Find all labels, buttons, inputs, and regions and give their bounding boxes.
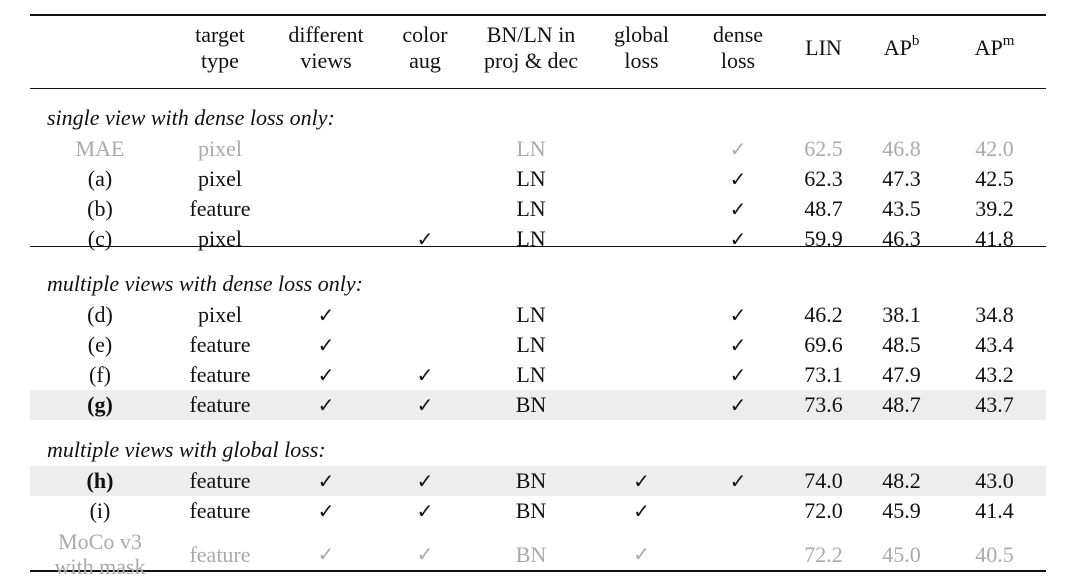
header-ap-box: $AP^b$ [883, 32, 920, 60]
cell-norm: LN [516, 332, 546, 357]
cell-target-type: pixel [198, 302, 242, 327]
cell-ap-mask: 41.4 [975, 498, 1014, 523]
cell-ap-box: 45.9 [882, 498, 921, 523]
cell-target-type: feature [189, 541, 251, 567]
cell-norm: LN [516, 362, 546, 387]
cell-global-loss [594, 194, 689, 224]
cell-different-views: ✓ [317, 303, 335, 327]
cell-target-type: pixel [198, 226, 242, 251]
spacer-cell [30, 420, 1046, 428]
table-row [30, 496, 1046, 526]
cell-color-aug: ✓ [416, 363, 434, 387]
cell-lin: 48.7 [804, 196, 843, 221]
cell-lin: 73.6 [787, 390, 860, 420]
table-row [30, 300, 1046, 330]
cell-ap-box: 48.2 [860, 466, 943, 496]
cell-color-aug [382, 194, 468, 224]
cell-ap-mask: 43.0 [943, 466, 1046, 496]
cell-target-type: feature [170, 466, 270, 496]
cell-different-views: ✓ [270, 466, 382, 496]
section-spacer [30, 254, 1046, 262]
cell-lin: 59.9 [804, 226, 843, 251]
table-row [30, 194, 1046, 224]
table-row [30, 164, 1046, 194]
cell-ap-box: 47.3 [882, 166, 921, 191]
cell-dense-loss: ✓ [729, 303, 747, 327]
cell-row-id: (g) [30, 390, 170, 420]
cell-target-type: feature [189, 362, 251, 387]
cell-lin: 72.2 [804, 541, 843, 567]
cell-color-aug [382, 300, 468, 330]
cell-color-aug: ✓ [416, 541, 434, 566]
cell-ap-mask: 40.5 [975, 541, 1014, 567]
cell-target-type: pixel [198, 166, 242, 191]
table-row [30, 330, 1046, 360]
cell-ap-mask: 43.2 [975, 362, 1014, 387]
header-different-views: different views [288, 22, 364, 73]
cell-target-type: feature [189, 498, 251, 523]
header-lin: LIN [805, 35, 842, 60]
cell-dense-loss [689, 496, 787, 526]
cell-color-aug [382, 330, 468, 360]
cell-dense-loss: ✓ [729, 137, 747, 161]
cell-lin: 62.3 [804, 166, 843, 191]
cell-dense-loss: ✓ [729, 363, 747, 387]
cell-row-id: MAE [75, 136, 125, 161]
cell-different-views: ✓ [317, 333, 335, 357]
cell-lin: 46.2 [804, 302, 843, 327]
cell-dense-loss: ✓ [689, 466, 787, 496]
cell-dense-loss: ✓ [729, 167, 747, 191]
cell-color-aug: ✓ [416, 499, 434, 523]
cell-different-views: ✓ [317, 541, 335, 566]
cell-row-id: (c) [87, 226, 113, 251]
cell-different-views: ✓ [317, 499, 335, 523]
cell-color-aug [382, 164, 468, 194]
cell-row-id: (i) [89, 498, 111, 523]
cell-ap-mask: 39.2 [975, 196, 1014, 221]
cell-norm: BN [468, 390, 594, 420]
cell-global-loss [594, 164, 689, 194]
table-row [30, 390, 1046, 420]
cell-ap-box: 46.3 [882, 226, 921, 251]
cell-different-views [270, 134, 382, 164]
cell-global-loss: ✓ [633, 541, 650, 566]
cell-row-id: (d) [87, 302, 113, 327]
cell-norm: LN [516, 166, 546, 191]
cell-ap-mask: 42.0 [975, 136, 1014, 161]
section-title: single view with dense loss only: [47, 105, 335, 130]
section-title: multiple views with global loss: [47, 437, 326, 462]
cell-different-views [270, 224, 382, 254]
table-row [30, 224, 1046, 254]
cell-global-loss [594, 134, 689, 164]
cell-different-views [270, 194, 382, 224]
cell-different-views: ✓ [270, 390, 382, 420]
cell-lin: 72.0 [804, 498, 843, 523]
header-color-aug: color aug [402, 22, 448, 73]
cell-ap-box: 38.1 [882, 302, 921, 327]
cell-norm: LN [516, 226, 546, 251]
cell-target-type: feature [189, 332, 251, 357]
header-id [30, 0, 170, 96]
cell-dense-loss: ✓ [729, 227, 747, 251]
cell-global-loss [594, 330, 689, 360]
section-title-row [30, 428, 1046, 466]
cell-ap-box: 48.5 [882, 332, 921, 357]
cell-ap-mask: 43.7 [943, 390, 1046, 420]
cell-different-views [270, 164, 382, 194]
cell-ap-box: 46.8 [882, 136, 921, 161]
table-body [30, 96, 1046, 582]
section-title: multiple views with dense loss only: [47, 271, 363, 296]
header-row [30, 0, 1046, 96]
cell-target-type: pixel [198, 136, 242, 161]
cell-row-id: (e) [87, 332, 113, 357]
cell-ap-box: 45.0 [882, 541, 921, 567]
cell-lin: 62.5 [804, 136, 843, 161]
table-row [30, 526, 1046, 582]
cell-ap-box: 43.5 [882, 196, 921, 221]
cell-lin: 73.1 [804, 362, 843, 387]
cell-row-id: (h) [30, 466, 170, 496]
header-dense-loss: dense loss [712, 22, 764, 73]
table-row [30, 134, 1046, 164]
header-ap-mask: $AP^m$ [974, 32, 1015, 60]
cell-norm: LN [516, 302, 546, 327]
cell-ap-box: 47.9 [882, 362, 921, 387]
cell-global-loss [594, 224, 689, 254]
cell-ap-mask: 43.4 [975, 332, 1014, 357]
table-row [30, 360, 1046, 390]
cell-ap-mask: 34.8 [975, 302, 1014, 327]
cell-dense-loss: ✓ [689, 390, 787, 420]
header-norm: BN/LN in proj & dec [483, 22, 579, 73]
cell-global-loss: ✓ [633, 499, 650, 523]
cell-ap-mask: 42.5 [975, 166, 1014, 191]
cell-row-id: (a) [87, 166, 113, 191]
section-title-row [30, 262, 1046, 300]
cell-dense-loss [689, 526, 787, 582]
cell-norm: BN [515, 541, 547, 567]
header-target-type: target type [195, 22, 245, 73]
cell-row-id: MoCo v3 with mask [54, 529, 146, 579]
cell-color-aug [382, 134, 468, 164]
cell-norm: BN [515, 498, 547, 523]
cell-row-id: (f) [89, 362, 111, 387]
cell-lin: 74.0 [787, 466, 860, 496]
cell-target-type: feature [170, 390, 270, 420]
cell-global-loss [594, 300, 689, 330]
cell-norm: BN [468, 466, 594, 496]
cell-ap-mask: 41.8 [975, 226, 1014, 251]
table-row [30, 466, 1046, 496]
cell-different-views: ✓ [317, 363, 335, 387]
cell-color-aug: ✓ [382, 466, 468, 496]
cell-color-aug: ✓ [382, 390, 468, 420]
cell-lin: 69.6 [804, 332, 843, 357]
cell-ap-box: 48.7 [860, 390, 943, 420]
ablation-table [30, 0, 1046, 582]
cell-dense-loss: ✓ [729, 197, 747, 221]
cell-color-aug: ✓ [416, 227, 434, 251]
cell-row-id: (b) [87, 196, 113, 221]
cell-target-type: feature [189, 196, 251, 221]
cell-global-loss [594, 360, 689, 390]
cell-global-loss [594, 390, 689, 420]
header-global-loss: global loss [614, 22, 669, 73]
cell-norm: LN [516, 196, 546, 221]
section-title-row [30, 96, 1046, 134]
cell-global-loss: ✓ [594, 466, 689, 496]
cell-dense-loss: ✓ [729, 333, 747, 357]
section-spacer [30, 420, 1046, 428]
spacer-cell [30, 254, 1046, 262]
cell-norm: LN [516, 136, 546, 161]
